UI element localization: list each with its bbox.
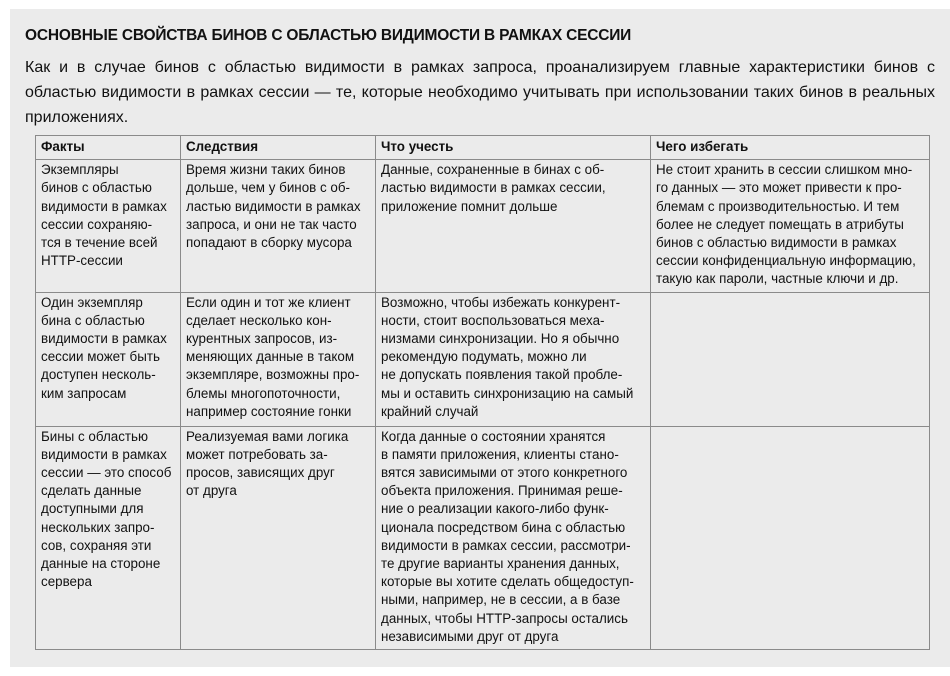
cell-consequences	[181, 160, 376, 292]
cell-text-line: не допускать появления такой пробле-	[381, 367, 623, 383]
cell-text-line: ние о реализации какого-либо функ-	[381, 501, 609, 517]
table-header-row	[36, 136, 930, 160]
cell-text-line: доступными для	[41, 501, 144, 517]
header-avoid: Чего избегать	[651, 136, 930, 160]
cell-text-line: сделает несколько кон-	[186, 312, 332, 328]
cell-text-line: Экземпляры	[41, 162, 119, 178]
header-consequences: Следствия	[181, 136, 376, 160]
cell-text-line: меняющих данные в таком	[186, 349, 355, 365]
cell-consider	[376, 160, 651, 292]
cell-text-line: вятся зависимыми от этого конкретного	[381, 465, 628, 481]
cell-text-line: просов, зависящих друг	[186, 465, 335, 481]
cell-text-line: дольше, чем у бинов с об-	[186, 180, 350, 196]
cell-text-line: такую как пароли, частные ключи и др.	[656, 271, 899, 287]
cell-text-line: Данные, сохраненные в бинах с об-	[381, 162, 605, 178]
cell-text-line: бинов с областью	[41, 180, 152, 196]
cell-text-line: объекта приложения. Принимая реше-	[381, 483, 623, 499]
cell-text-line: го данных — это может привести к про-	[656, 180, 902, 196]
cell-facts	[36, 292, 181, 426]
cell-avoid	[651, 426, 930, 649]
cell-text-line: ластью видимости в рамках	[186, 198, 361, 214]
cell-text-line: Возможно, чтобы избежать конкурент-	[381, 294, 621, 310]
cell-text-line: ности, стоит воспользоваться меха-	[381, 312, 605, 328]
cell-text-line: данных, чтобы HTTP-запросы остались	[381, 610, 628, 626]
intro-paragraph: Как и в случае бинов с областью видимости в рамках запроса, проанализируем главные характеристики бинов с областью видимости в рамках сессии — те, которые необходимо учитывать при использовании таких бинов в реальных приложениях.	[25, 59, 935, 126]
cell-text-line: данные на стороне	[41, 556, 161, 572]
table-row	[36, 292, 930, 426]
cell-text-line: тся в течение всей	[41, 235, 158, 251]
table-row	[36, 426, 930, 649]
cell-consequences	[181, 292, 376, 426]
cell-avoid	[651, 292, 930, 426]
cell-text-line: сов, сохраняя эти	[41, 537, 152, 553]
section-title: ОСНОВНЫЕ СВОЙСТВА БИНОВ С ОБЛАСТЬЮ ВИДИМОСТИ В РАМКАХ СЕССИИ	[25, 27, 632, 44]
cell-text-line: ким запросам	[41, 385, 127, 401]
cell-text-line: сессии — это способ	[41, 465, 172, 481]
cell-text-line: сессии конфиденциальную информацию,	[656, 253, 916, 269]
header-consider: Что учесть	[376, 136, 651, 160]
cell-text-line: от друга	[186, 483, 237, 499]
cell-text-line: попадают в сборку мусора	[186, 235, 352, 251]
cell-text-line: видимости в рамках	[41, 446, 167, 462]
cell-text-line: видимости в рамках	[41, 331, 167, 347]
cell-text-line: Реализуемая вами логика	[186, 428, 349, 444]
cell-text-line: курентных запросов, из-	[186, 331, 338, 347]
cell-text-line: ластью видимости в рамках сессии,	[381, 180, 606, 196]
cell-text-line: блемам с производительностью. И тем	[656, 198, 900, 214]
cell-text-line: Не стоит хранить в сессии слишком мно-	[656, 162, 913, 178]
cell-text-line: крайний случай	[381, 403, 479, 419]
cell-consequences	[181, 426, 376, 649]
cell-text-line: сервера	[41, 574, 92, 590]
cell-text-line: Один экземпляр	[41, 294, 143, 310]
cell-text-line: нескольких запро-	[41, 519, 155, 535]
cell-consider	[376, 292, 651, 426]
cell-text-line: Время жизни таких бинов	[186, 162, 346, 178]
cell-text-line: которые вы хотите сделать общедоступ-	[381, 574, 634, 590]
properties-table	[35, 135, 930, 650]
cell-text-line: запроса, и они не так часто	[186, 216, 357, 232]
cell-text-line: сессии сохраняю-	[41, 216, 153, 232]
cell-text-line: ционала посредством бина с областью	[381, 519, 626, 535]
cell-text-line: видимости в рамках	[41, 198, 167, 214]
cell-facts	[36, 426, 181, 649]
cell-consider	[376, 426, 651, 649]
cell-text-line: Если один и тот же клиент	[186, 294, 351, 310]
cell-text-line: сессии может быть	[41, 349, 160, 365]
cell-text-line: может потребовать за-	[186, 446, 328, 462]
cell-text-line: блемы многопоточности,	[186, 385, 341, 401]
cell-facts	[36, 160, 181, 292]
cell-text-line: Когда данные о состоянии хранятся	[381, 428, 606, 444]
cell-text-line: независимыми друг от друга	[381, 628, 559, 644]
cell-text-line: бина с областью	[41, 312, 145, 328]
cell-text-line: HTTP-сессии	[41, 253, 123, 269]
cell-text-line: рекомендую подумать, можно ли	[381, 349, 587, 365]
cell-text-line: экземпляре, возможны про-	[186, 367, 360, 383]
cell-text-line: например состояние гонки	[186, 403, 352, 419]
cell-text-line: приложение помнит дольше	[381, 198, 558, 214]
cell-avoid	[651, 160, 930, 292]
cell-text-line: ными, например, не в сессии, а в базе	[381, 592, 621, 608]
cell-text-line: доступен несколь-	[41, 367, 156, 383]
cell-text-line: те другие варианты хранения данных,	[381, 556, 620, 572]
cell-text-line: бинов с областью видимости в рамках	[656, 235, 897, 251]
cell-text-line: низмами синхронизации. Но я обычно	[381, 331, 620, 347]
cell-text-line: Бины с областью	[41, 428, 149, 444]
cell-text-line: сделать данные	[41, 483, 142, 499]
table-row	[36, 160, 930, 292]
header-facts: Факты	[36, 136, 181, 160]
cell-text-line: более не следует помещать в атрибуты	[656, 216, 904, 232]
cell-text-line: видимости в рамках сессии, рассмотри-	[381, 537, 631, 553]
cell-text-line: в памяти приложения, клиенты стано-	[381, 446, 619, 462]
cell-text-line: мы и оставить синхронизацию на самый	[381, 385, 634, 401]
